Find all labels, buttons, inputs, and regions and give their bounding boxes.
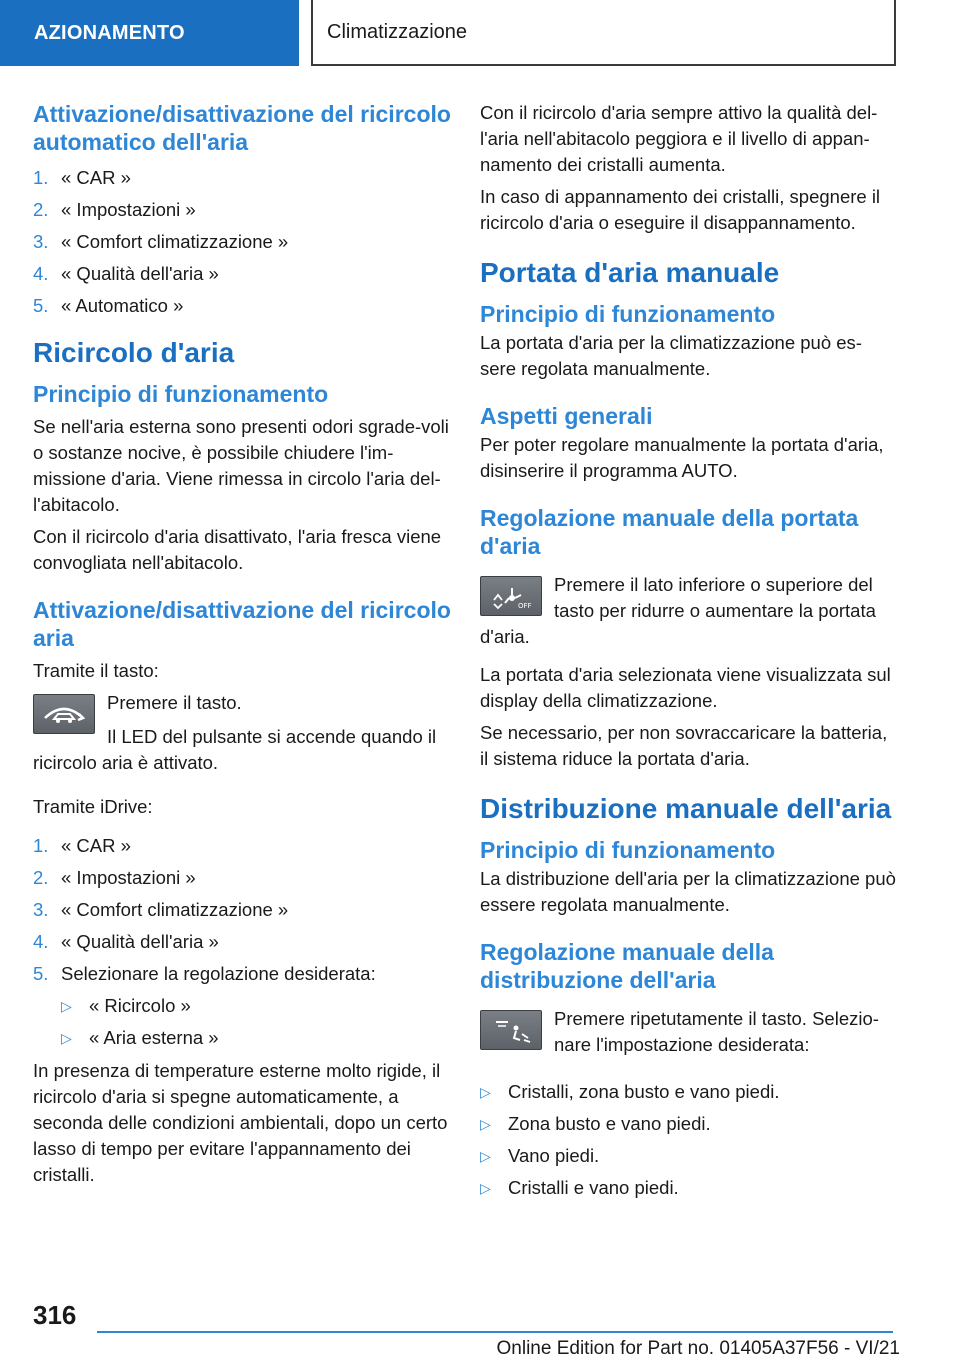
button-instruction [33,690,451,782]
paragraph: La portata d'aria per la climatizzazione può es-sere regolata manualmente. [480,332,862,379]
heading-auto-recirculation: Attivazione/disattivazione del ricircolo automatico dell'aria [33,101,451,155]
paragraph: Il LED del pulsante si accende quando il ricircolo aria è attivato. [33,726,437,773]
button-instruction [480,572,896,650]
list-item: 4. « Qualità dell'aria » [33,263,219,284]
paragraph: Tramite il tasto: [33,660,159,681]
paragraph: Tramite iDrive: [33,796,153,817]
heading-manual-distribution: Regolazione manuale della distribuzione dell'aria [480,939,774,993]
heading-air-distribution: Distribuzione manuale dell'aria [480,793,892,824]
heading-activation: Attivazione/disattivazione del ricircolo aria [33,597,451,651]
recirculation-button-icon [33,694,95,734]
chapter-title: Climatizzazione [311,0,896,66]
paragraph: La portata d'aria selezionata viene visualizzata sul display della climatizzazione. [480,664,891,711]
footer-divider [97,1331,893,1333]
list-item: ▷ « Aria esterna » [61,1022,451,1054]
paragraph: Se nell'aria esterna sono presenti odori sgrade-voli o sostanze nocive, è possibile chiudere l'im-missione d'aria. Viene rimessa in circolo l'aria del-l'abitacolo. [33,416,449,515]
list-item: ▷ Cristalli, zona busto e vano piedi. [480,1076,896,1108]
distribution-options-list [480,1076,896,1204]
paragraph: La distribuzione dell'aria per la climatizzazione può essere regolata manualmente. [480,868,896,915]
right-column [480,100,896,1208]
list-item: 3. « Comfort climatizzazione » [33,231,289,252]
heading-recirculation: Ricircolo d'aria [33,337,235,368]
heading-manual-flow: Regolazione manuale della portata d'aria [480,505,859,559]
triangle-bullet-icon: ▷ [480,1116,491,1132]
section-title: AZIONAMENTO [0,0,299,66]
left-column [33,100,451,1194]
paragraph: Premere il tasto. [107,692,242,713]
heading-general: Aspetti generali [480,403,653,429]
list-item: 2. « Impostazioni » [33,199,196,220]
footer-edition: Online Edition for Part no. 01405A37F56 - VI/21 [496,1338,900,1359]
paragraph: In caso di appannamento dei cristalli, spegnere il ricircolo d'aria o eseguire il disappannamento. [480,186,881,233]
heading-air-flow: Portata d'aria manuale [480,257,780,288]
page-header [0,0,960,66]
heading-principle: Principio di funzionamento [480,837,776,863]
fan-button-icon [480,576,542,616]
list-item: ▷ Zona busto e vano piedi. [480,1108,896,1140]
steps-list-idrive [33,830,451,990]
triangle-bullet-icon: ▷ [480,1148,491,1164]
triangle-bullet-icon: ▷ [61,998,72,1014]
list-item: 4. « Qualità dell'aria » [33,931,219,952]
heading-principle: Principio di funzionamento [33,381,329,407]
button-instruction [480,1006,896,1064]
list-item: 5. « Automatico » [33,295,184,316]
paragraph: In presenza di temperature esterne molto rigide, il ricircolo d'aria si spegne automaticamente, a seconda delle condizioni ambientali, dopo un certo lasso di tempo per evitare l'appannamento dei cristalli. [33,1060,448,1185]
sub-options-list [33,990,451,1054]
paragraph: Per poter regolare manualmente la portata d'aria, disinserire il programma AUTO. [480,434,884,481]
triangle-bullet-icon: ▷ [61,1030,72,1046]
steps-list-auto [33,162,451,322]
paragraph: Con il ricircolo d'aria disattivato, l'aria fresca viene convogliata nell'abitacolo. [33,526,442,573]
paragraph: Se necessario, per non sovraccaricare la batteria, il sistema riduce la portata d'aria. [480,722,888,769]
list-item: ▷ Cristalli e vano piedi. [480,1172,896,1204]
paragraph: Con il ricircolo d'aria sempre attivo la qualità del-l'aria nell'abitacolo peggiora e il livello di appan-namento dei cristalli aumenta. [480,102,878,175]
air-distribution-button-icon [480,1010,542,1050]
list-item: ▷ « Ricircolo » [61,990,451,1022]
list-item: 5. Selezionare la regolazione desiderata: [33,963,376,984]
triangle-bullet-icon: ▷ [480,1084,491,1100]
triangle-bullet-icon: ▷ [480,1180,491,1196]
page-number: 316 [33,1300,77,1330]
list-item: ▷ Vano piedi. [480,1140,896,1172]
list-item: 1. « CAR » [33,167,131,188]
list-item: 3. « Comfort climatizzazione » [33,899,289,920]
fan-off-label: OFF [518,602,532,610]
paragraph: Premere ripetutamente il tasto. Selezio-nare l'impostazione desiderata: [554,1008,879,1055]
paragraph: Premere il lato inferiore o superiore del tasto per ridurre o aumentare la portata d'aria. [480,574,876,647]
list-item: 2. « Impostazioni » [33,867,196,888]
heading-principle: Principio di funzionamento [480,301,776,327]
list-item: 1. « CAR » [33,835,131,856]
